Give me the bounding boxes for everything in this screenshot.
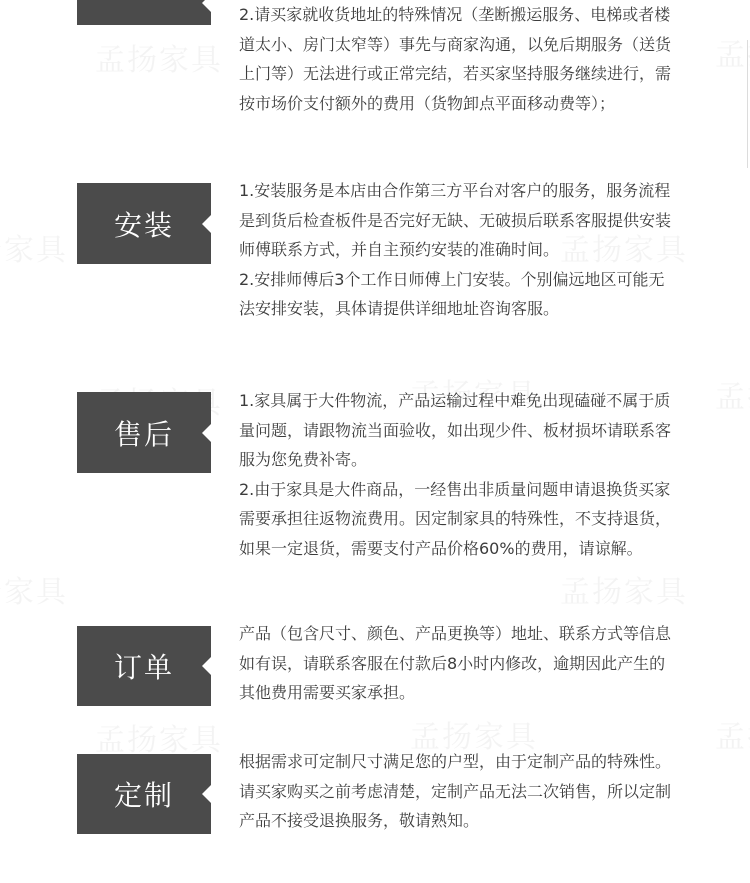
watermark bbox=[95, 715, 223, 759]
section-text-custom bbox=[239, 747, 679, 836]
section-label-box bbox=[77, 0, 211, 25]
watermark bbox=[0, 567, 68, 611]
watermark bbox=[715, 372, 750, 416]
section-paragraph: 2.请买家就收货地址的特殊情况（垄断搬运服务、电梯或者楼道太小、房门太窄等）事先与商家沟通，以免后期服务（送货上门等）无法进行或正常完结，若买家坚持服务继续进行，需按市场价支付额外的费用（货物卸点平面移动费等）； bbox=[239, 5, 672, 113]
watermark bbox=[0, 225, 68, 269]
section-label-box-custom bbox=[77, 754, 211, 834]
watermark bbox=[95, 35, 223, 79]
section-paragraph: 2.由于家具是大件商品，一经售出非质量问题申请退换货买家需要承担往返物流费用。因定制家具的特殊性，不支持退货，如果一定退货，需要支付产品价格60%的费用，请谅解。 bbox=[239, 479, 672, 558]
section-paragraph: 根据需求可定制尺寸满足您的户型，由于定制产品的特殊性。请买家购买之前考虑清楚，定制产品无法二次销售，所以定制产品不接受退换服务，敬请熟知。 bbox=[239, 752, 672, 830]
section-paragraph: 1.家具属于大件物流，产品运输过程中难免出现磕碰不属于质量问题，请跟物流当面验收，如出现少件、板材损坏请联系客服为您免费补寄。 bbox=[239, 391, 672, 469]
watermark bbox=[560, 567, 688, 611]
section-label-box-install bbox=[77, 183, 211, 264]
section-label: 定制 bbox=[113, 779, 174, 812]
section-label: 订单 bbox=[113, 651, 174, 684]
watermark bbox=[715, 30, 750, 74]
section-label-box-aftersales bbox=[77, 392, 211, 473]
section-text-install bbox=[239, 176, 679, 324]
section-label: 安装 bbox=[113, 208, 174, 242]
watermark bbox=[715, 712, 750, 756]
section-text bbox=[239, 0, 679, 118]
section-text-order bbox=[239, 619, 679, 708]
section-paragraph: 1.安装服务是本店由合作第三方平台对客户的服务，服务流程是到货后检查板件是否完好无缺、无破损后联系客服提供安装师傅联系方式，并自主预约安装的准确时间。 bbox=[239, 181, 672, 259]
section-text-aftersales bbox=[239, 386, 679, 563]
section-paragraph: 产品（包含尺寸、颜色、产品更换等）地址、联系方式等信息如有误，请联系客服在付款后8小时内修改，逾期因此产生的其他费用需要买家承担。 bbox=[239, 624, 672, 702]
section-label-box-order bbox=[77, 626, 211, 706]
section-paragraph: 2.安排师傅后3个工作日师傅上门安装。个别偏远地区可能无法安排安装，具体请提供详细地址咨询客服。 bbox=[239, 269, 665, 318]
section-label: 售后 bbox=[113, 417, 174, 451]
divider-line bbox=[747, 40, 748, 168]
